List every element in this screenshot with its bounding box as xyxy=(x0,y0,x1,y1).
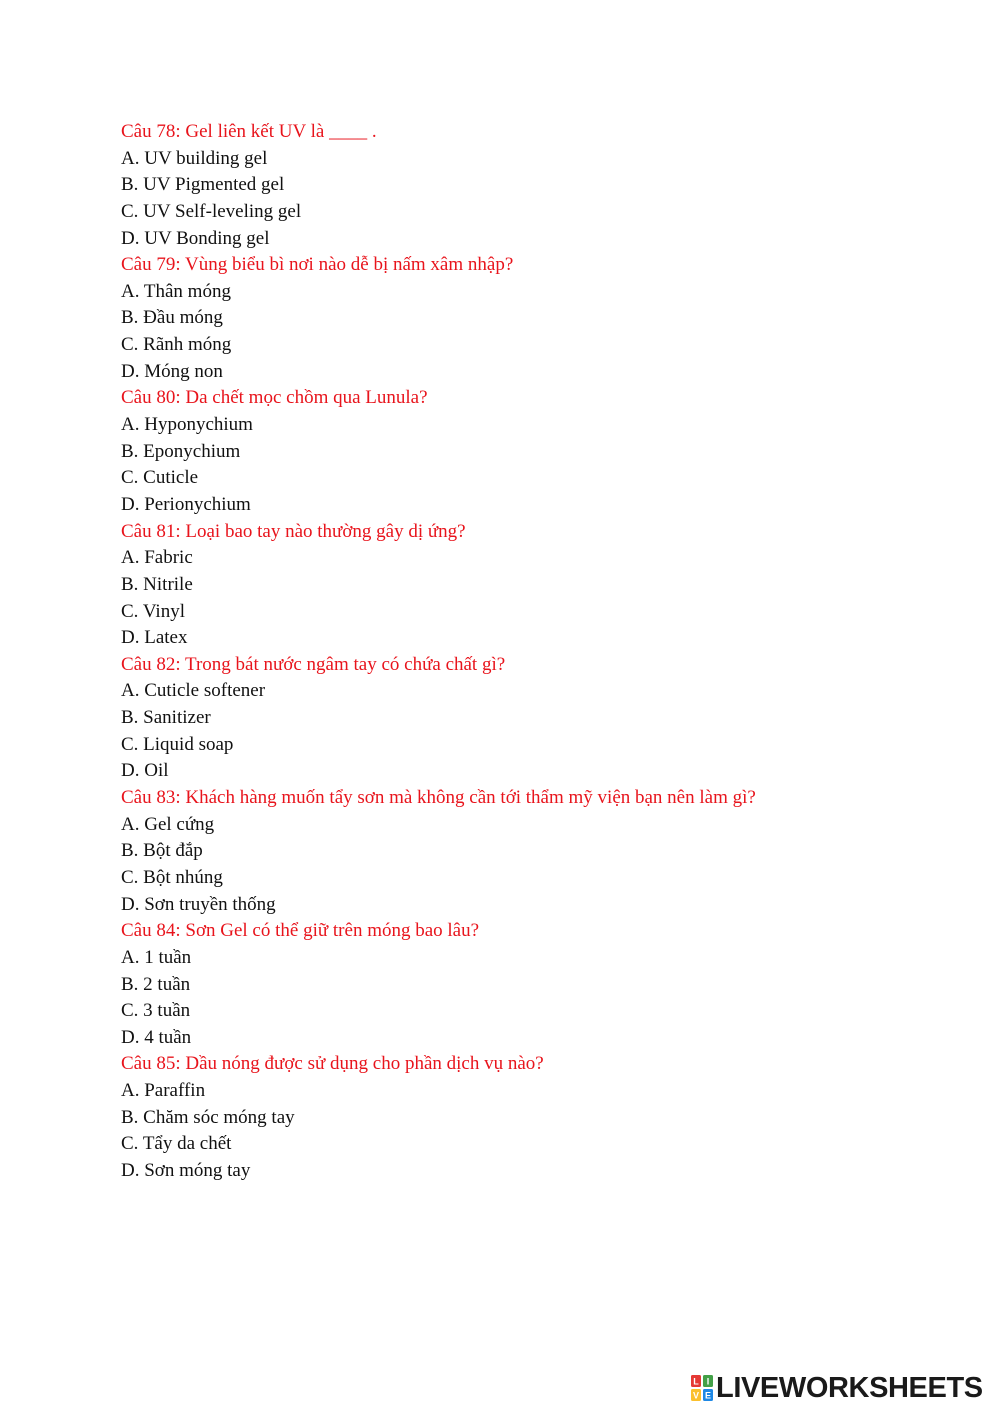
option-d: D. Oil xyxy=(121,760,169,782)
liveworksheets-wordmark: LIVEWORKSHEETS xyxy=(716,1372,983,1404)
option-a: A. Paraffin xyxy=(121,1080,206,1102)
option-b: B. 2 tuần xyxy=(121,973,191,995)
option-d: D. Móng non xyxy=(121,360,223,382)
option-c: C. Liquid soap xyxy=(121,733,234,755)
option-d: D. UV Bonding gel xyxy=(121,227,270,249)
question-prompt: Câu 85: Dầu nóng được sử dụng cho phần dịch vụ nào? xyxy=(121,1053,544,1075)
question-prompt: Câu 79: Vùng biểu bì nơi nào dễ bị nấm xâm nhập? xyxy=(121,254,514,276)
question-block-79 xyxy=(121,252,941,385)
option-b: B. UV Pigmented gel xyxy=(121,174,285,196)
option-d: D. Sơn móng tay xyxy=(121,1159,251,1181)
question-block-82 xyxy=(121,652,941,785)
svg-text:V: V xyxy=(692,1390,700,1401)
question-prompt: Câu 81: Loại bao tay nào thường gây dị ứng? xyxy=(121,520,466,542)
option-a: A. UV building gel xyxy=(121,147,268,169)
option-c: C. Bột nhúng xyxy=(121,866,223,888)
svg-text:E: E xyxy=(704,1390,712,1401)
option-b: B. Bột đắp xyxy=(121,840,203,862)
worksheet-content xyxy=(121,119,941,1185)
question-block-84 xyxy=(121,918,941,1051)
question-prompt: Câu 78: Gel liên kết UV là ____ . xyxy=(121,121,377,142)
question-block-78 xyxy=(121,119,941,252)
option-d: D. 4 tuần xyxy=(121,1026,192,1048)
option-b: B. Nitrile xyxy=(121,573,193,595)
option-c: C. Cuticle xyxy=(121,467,199,489)
question-block-80 xyxy=(121,385,941,518)
liveworksheets-logo-icon xyxy=(691,1375,713,1401)
option-c: C. Rãnh móng xyxy=(121,334,232,356)
question-prompt: Câu 80: Da chết mọc chồm qua Lunula? xyxy=(121,387,428,409)
option-a: A. 1 tuần xyxy=(121,946,192,968)
option-a: A. Cuticle softener xyxy=(121,680,266,702)
option-a: A. Hyponychium xyxy=(121,414,253,436)
option-b: B. Chăm sóc móng tay xyxy=(121,1106,295,1128)
option-b: B. Eponychium xyxy=(121,440,241,462)
question-block-85 xyxy=(121,1051,941,1184)
option-d: D. Sơn truyền thống xyxy=(121,893,276,915)
option-a: A. Thân móng xyxy=(121,280,231,302)
option-c: C. Vinyl xyxy=(121,600,185,622)
option-b: B. Đầu móng xyxy=(121,307,223,329)
option-a: A. Gel cứng xyxy=(121,813,215,835)
option-c: C. UV Self-leveling gel xyxy=(121,200,302,222)
svg-text:L: L xyxy=(693,1376,699,1387)
question-prompt: Câu 83: Khách hàng muốn tẩy sơn mà không cần tới thẩm mỹ viện bạn nên làm gì? xyxy=(121,787,756,809)
svg-text:I: I xyxy=(706,1376,710,1387)
option-b: B. Sanitizer xyxy=(121,707,211,729)
option-c: C. Tẩy da chết xyxy=(121,1133,232,1155)
option-a: A. Fabric xyxy=(121,547,193,569)
question-block-81 xyxy=(121,519,941,652)
option-d: D. Perionychium xyxy=(121,493,251,515)
option-c: C. 3 tuần xyxy=(121,1000,191,1022)
question-prompt: Câu 84: Sơn Gel có thể giữ trên móng bao lâu? xyxy=(121,920,480,942)
option-d: D. Latex xyxy=(121,627,188,649)
question-prompt: Câu 82: Trong bát nước ngâm tay có chứa chất gì? xyxy=(121,653,506,675)
question-block-83 xyxy=(121,785,941,918)
liveworksheets-brand xyxy=(691,1373,983,1403)
